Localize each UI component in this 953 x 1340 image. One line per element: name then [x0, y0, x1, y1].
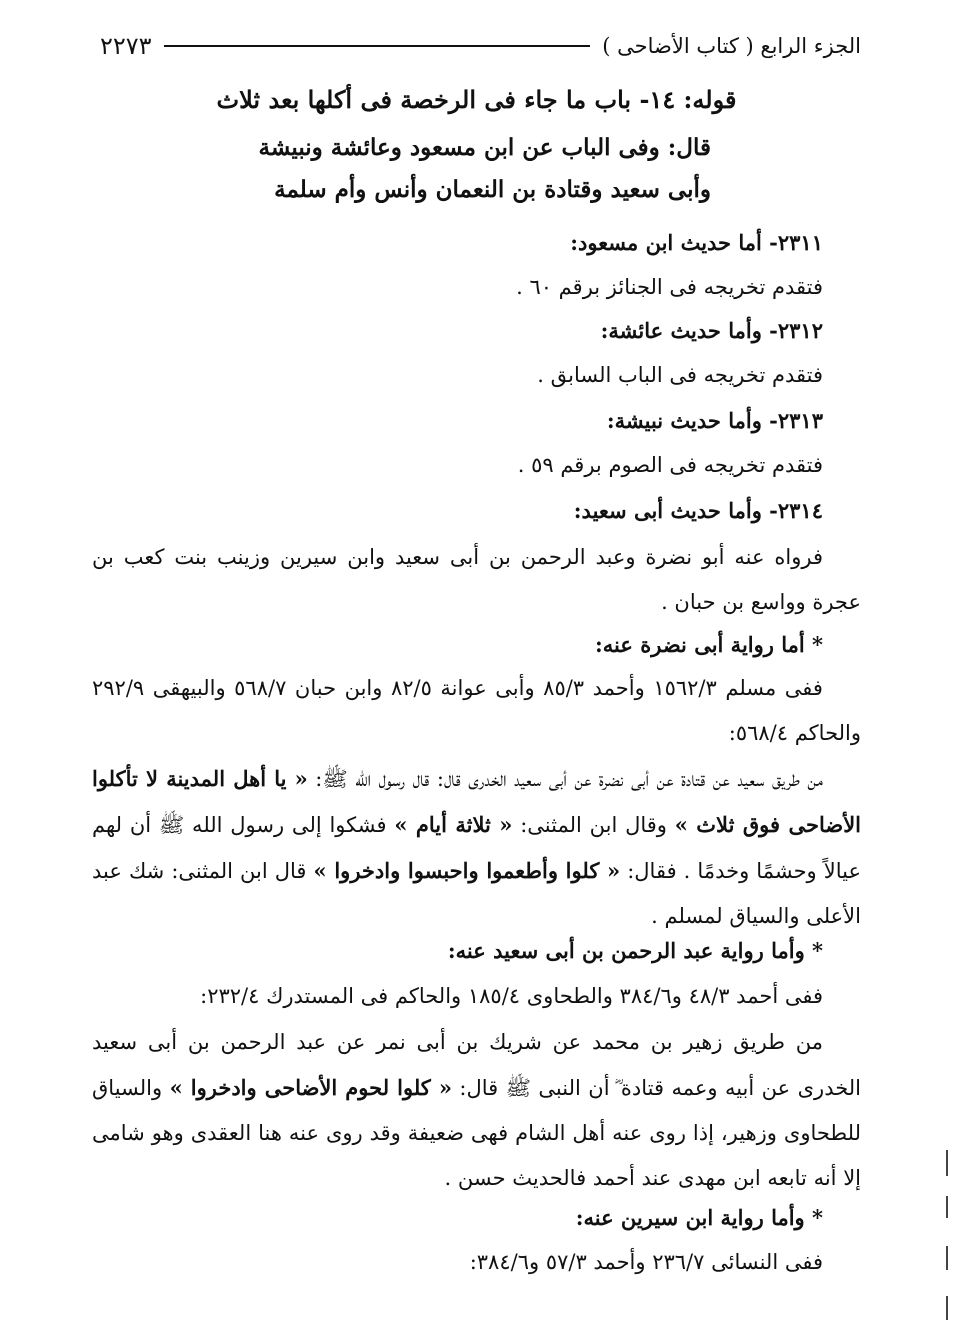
page-number: ٢٢٧٣ [100, 32, 152, 60]
abu-nadra-quote-3: « كلوا وأطعموا واحبسوا وادخروا » [313, 858, 621, 883]
abu-nadra-sources: ففى مسلم ١٥٦٢/٣ وأحمد ٨٥/٣ وأبى عوانة ٨٢/٥ وابن حبان ٥٦٨/٧ والبيهقى ٢٩٢/٩ والحاكم ٥٦٨/٤: [92, 676, 861, 745]
section-heading-2312: ٢٣١٢- وأما حديث عائشة: [600, 318, 823, 343]
section-text-2312: فتقدم تخريجه فى الباب السابق . [537, 363, 823, 387]
scan-edge-mark [946, 1150, 948, 1176]
section-heading-2311: ٢٣١١- أما حديث ابن مسعود: [570, 230, 823, 255]
abdulrahman-text [92, 1020, 861, 1201]
said-line-2: وأبى سعيد وقتادة بن النعمان وأنس وأم سلمة [274, 176, 711, 203]
abu-nadra-quote-2: « ثلاثة أيام » [394, 812, 513, 837]
abdulrahman-quote: « كلوا لحوم الأضاحى وادخروا » [169, 1075, 452, 1100]
section-heading-2313: ٢٣١٣- وأما حديث نبيشة: [606, 408, 823, 433]
abu-nadra-text-c: فشكوا إلى رسول الله ﷺ أن لهم عيالاً وحشمًا وخدمًا . فقال: [92, 813, 861, 883]
said-line-1: قال: وفى الباب عن ابن مسعود وعائشة ونبيشة [258, 134, 711, 161]
section-text-2313: فتقدم تخريجه فى الصوم برقم ٥٩ . [517, 453, 823, 477]
section-heading-2314: ٢٣١٤- وأما حديث أبى سعيد: [573, 498, 823, 523]
abdulrahman-text-b: والسياق للطحاوى وزهير، إذا روى عنه أهل الشام فهى ضعيفة وقد روى عنه هنا العقدى وهو شامى إلا أنه تابعه ابن مهدى عند أحمد فالحديث حسن . [92, 1076, 861, 1190]
abu-nadra-text-d: قال ابن المثنى: شك عبد الأعلى والسياق لمسلم . [92, 859, 861, 928]
narration-heading-abu-nadra: * أما رواية أبى نضرة عنه: [595, 632, 823, 657]
section-text-2314: فرواه عنه أبو نضرة وعبد الرحمن بن أبى سعيد وابن سيرين وزينب بنت كعب بن عجرة وواسع بن حبان . [92, 545, 861, 614]
header-rule [164, 45, 591, 47]
ibn-sirin-sources: ففى النسائى ٢٣٦/٧ وأحمد ٥٧/٣ و٣٨٤/٦: [469, 1250, 823, 1274]
scan-edge-mark [946, 1196, 948, 1218]
section-text-2311: فتقدم تخريجه فى الجنائز برقم ٦٠ . [516, 275, 823, 299]
running-title: الجزء الرابع ( كتاب الأضاحى ) [602, 34, 861, 58]
narration-heading-ibn-sirin: * وأما رواية ابن سيرين عنه: [575, 1205, 823, 1230]
scan-edge-mark [946, 1296, 948, 1320]
running-header [100, 26, 861, 66]
scan-edge-mark [946, 1246, 948, 1270]
chapter-heading: قوله: ١٤- باب ما جاء فى الرخصة فى أكلها بعد ثلاث [216, 85, 737, 114]
abu-nadra-text [92, 756, 861, 939]
abu-nadra-text-a: من طريق سعيد عن قتادة عن أبى نضرة عن أبى سعيد الخدرى قال: قال رسول الله ﷺ: [307, 767, 823, 791]
abdulrahman-sources: ففى أحمد ٤٨/٣ و٣٨٤/٦ والطحاوى ١٨٥/٤ والحاكم فى المستدرك ٢٣٢/٤: [200, 984, 823, 1008]
abu-nadra-quote-1: « يا أهل المدينة لا تأكلوا الأضاحى فوق ثلاث » [92, 766, 861, 837]
abu-nadra-text-b: وقال ابن المثنى: [512, 813, 675, 837]
narration-heading-abdulrahman: * وأما رواية عبد الرحمن بن أبى سعيد عنه: [447, 938, 823, 963]
abdulrahman-text-a: من طريق زهير بن محمد عن شريك بن أبى نمر عن عبد الرحمن بن أبى سعيد الخدرى عن أبيه وعمه قتادة ؓ أن النبى ﷺ قال: [92, 1030, 861, 1100]
